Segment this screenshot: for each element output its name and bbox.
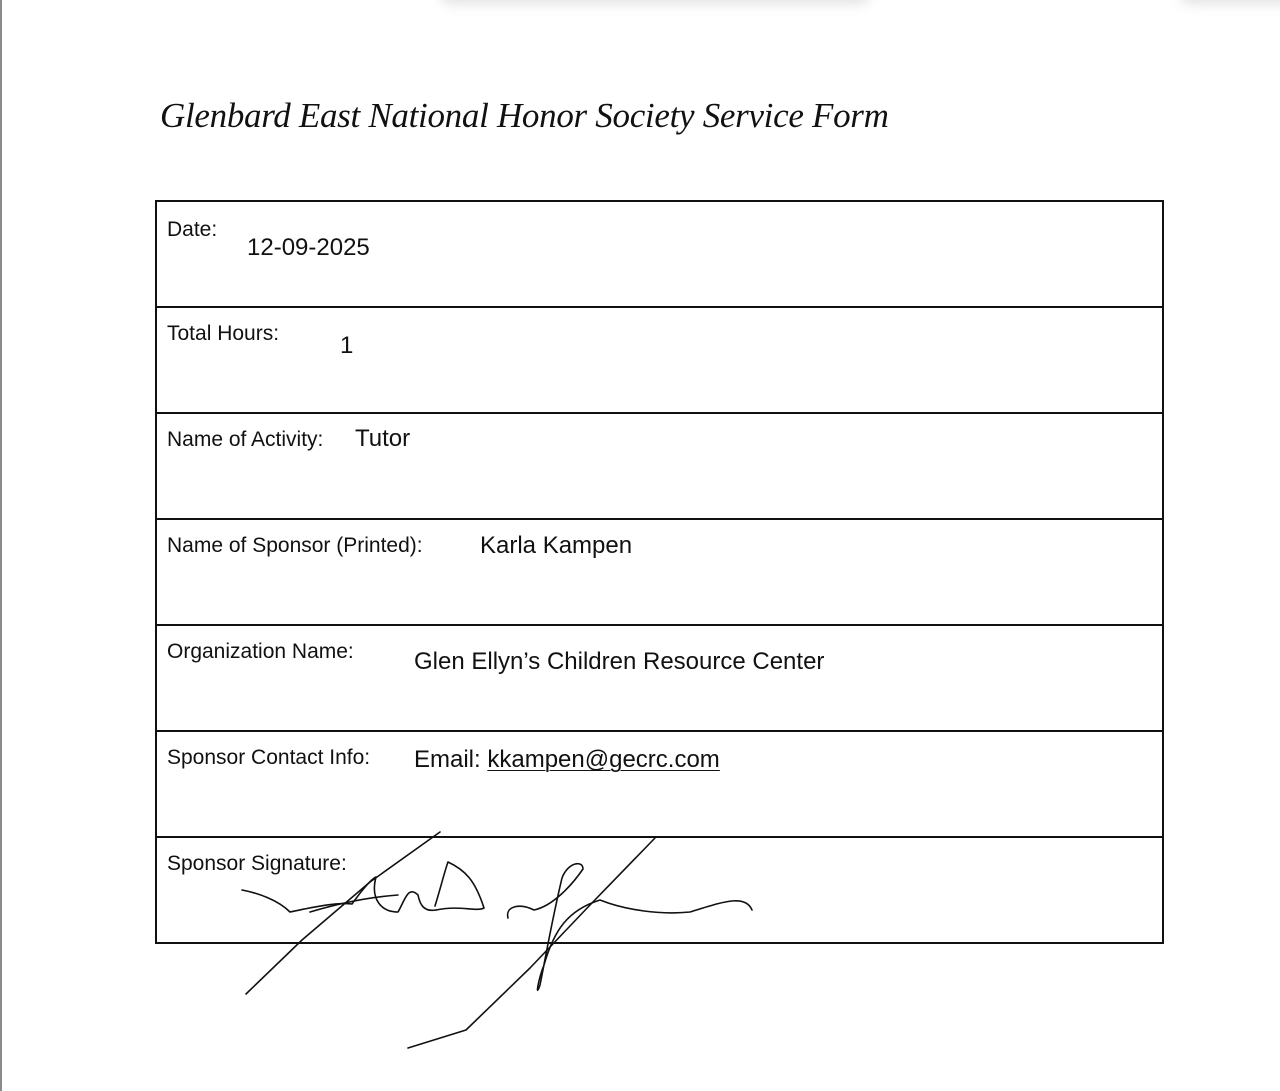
email-link[interactable]: kkampen@gecrc.com <box>487 746 720 773</box>
service-form-table <box>155 200 1164 944</box>
sponsor-name-value: Karla Kampen <box>480 532 633 559</box>
total-hours-row <box>157 306 1162 412</box>
activity-row <box>157 412 1162 518</box>
page-top-shadow <box>440 0 870 4</box>
signature-row <box>157 836 1162 942</box>
page-top-shadow <box>1180 0 1280 4</box>
total-hours-value: 1 <box>340 332 354 359</box>
contact-value <box>414 746 720 774</box>
total-hours-label: Total Hours: <box>167 322 280 345</box>
date-label: Date: <box>167 218 218 241</box>
activity-value: Tutor <box>355 425 411 452</box>
contact-row <box>157 730 1162 836</box>
organization-label: Organization Name: <box>167 640 354 663</box>
page-left-edge <box>0 0 2 1091</box>
date-row <box>157 202 1162 306</box>
activity-label: Name of Activity: <box>167 428 324 451</box>
organization-row <box>157 624 1162 730</box>
date-value: 12-09-2025 <box>247 234 370 261</box>
signature-label: Sponsor Signature: <box>167 852 347 875</box>
sponsor-name-label: Name of Sponsor (Printed): <box>167 534 423 557</box>
email-prefix: Email: <box>414 746 481 773</box>
form-title: Glenbard East National Honor Society Service Form <box>160 96 889 135</box>
contact-label: Sponsor Contact Info: <box>167 746 371 769</box>
sponsor-name-row <box>157 518 1162 624</box>
organization-value: Glen Ellyn’s Children Resource Center <box>414 648 825 675</box>
